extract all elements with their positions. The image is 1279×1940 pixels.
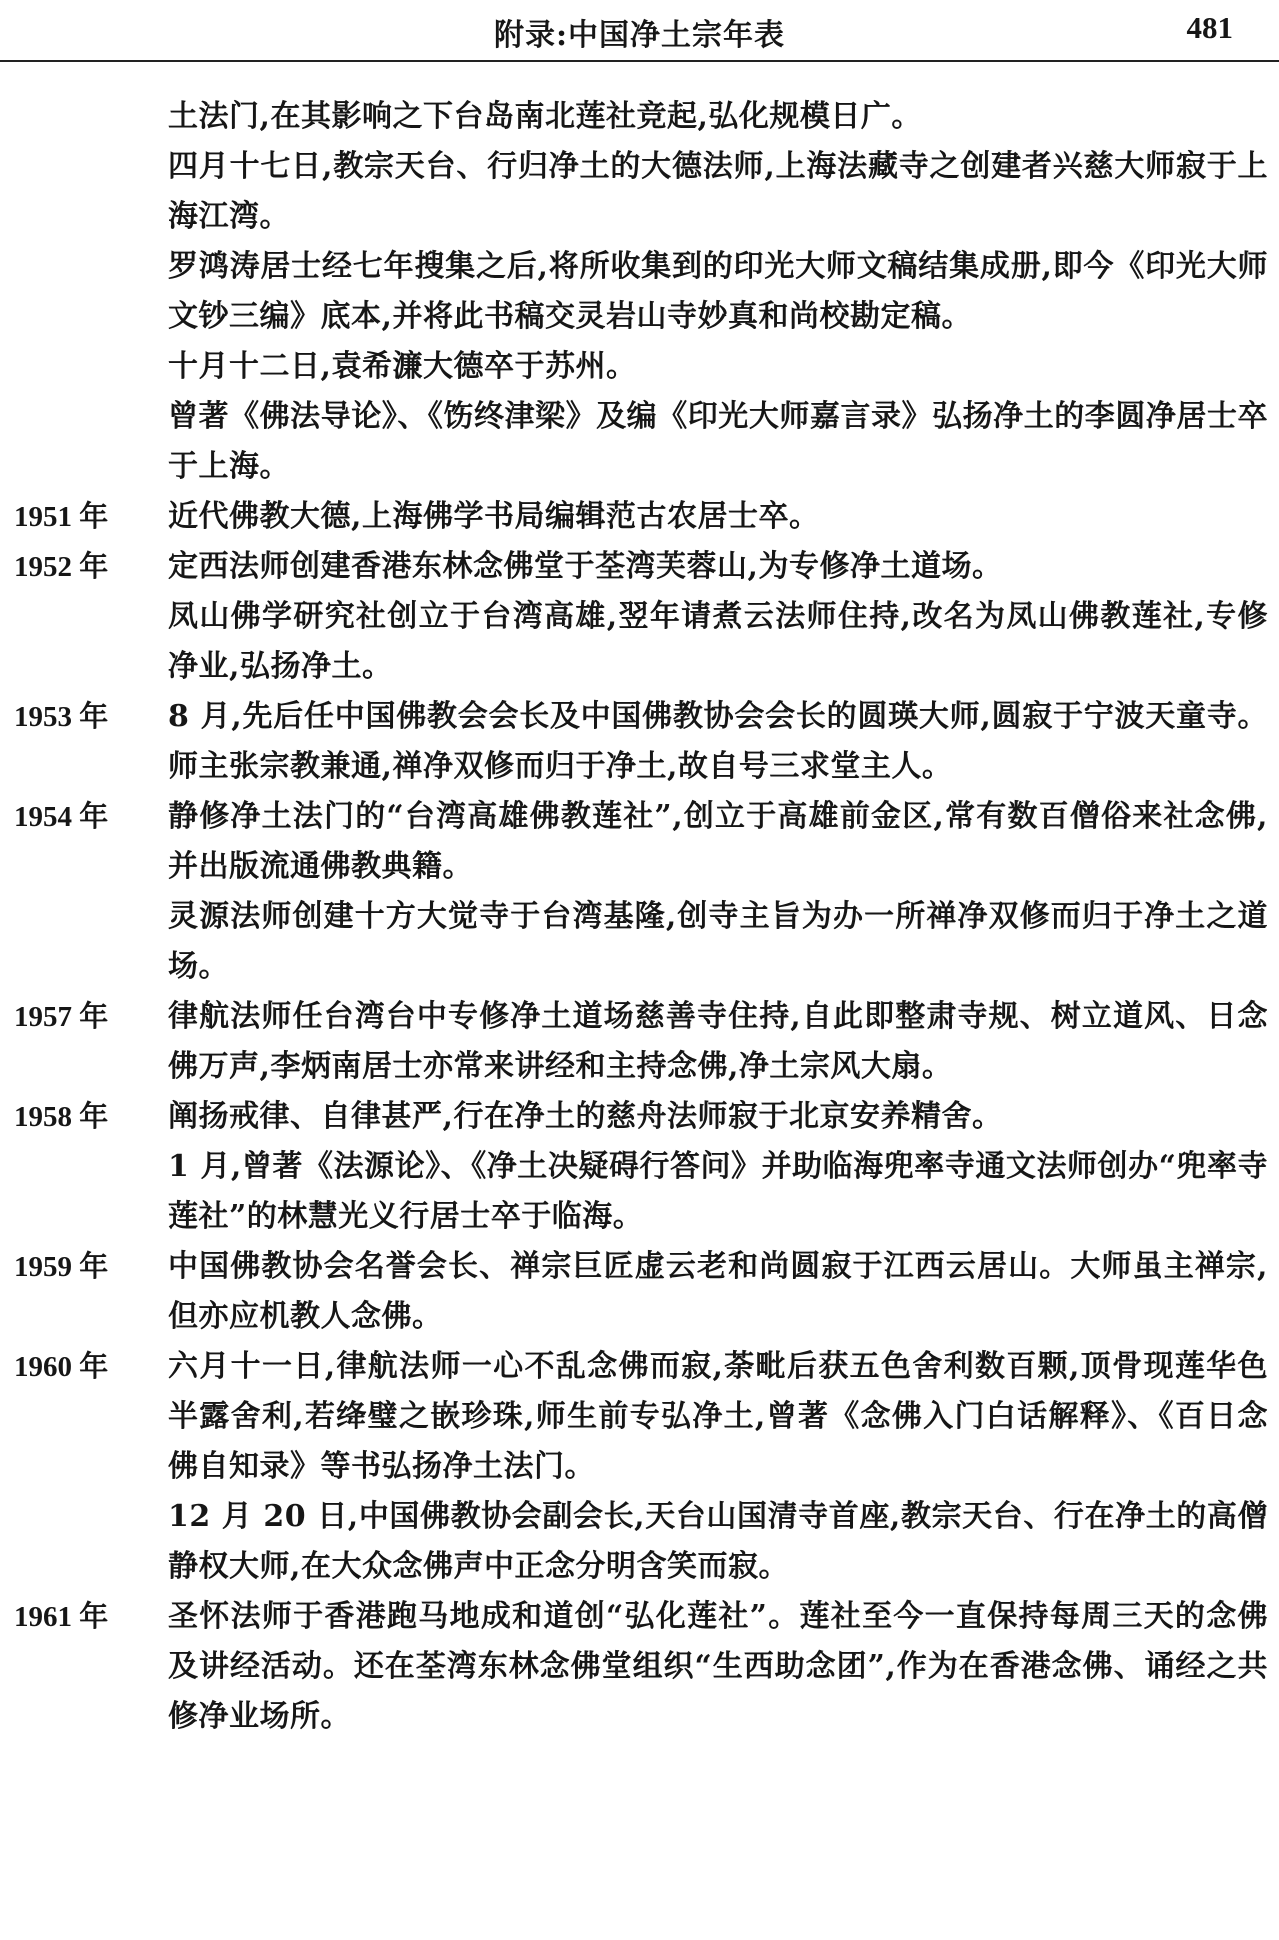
entry-paragraph: 中国佛教协会名誉会长、禅宗巨匠虚云老和尚圆寂于江西云居山。大师虽主禅宗,但亦应机教人念佛。 <box>168 1249 1268 1334</box>
entry-year: 1952 年 <box>14 551 109 583</box>
entry-year: 1958 年 <box>14 1101 109 1133</box>
chronology-entry-1958 <box>0 1092 1279 1242</box>
entry-paragraph: 罗鸿涛居士经七年搜集之后,将所收集到的印光大师文稿结集成册,即今《印光大师文钞三编》底本,并将此书稿交灵岩山寺妙真和尚校勘定稿。 <box>168 249 1268 334</box>
entry-year: 1961 年 <box>14 1601 109 1633</box>
page-number: 481 <box>1186 10 1233 45</box>
entry-paragraph: 8 月,先后任中国佛教会会长及中国佛教协会会长的圆瑛大师,圆寂于宁波天童寺。师主张宗教兼通,禅净双修而归于净土,故自号三求堂主人。 <box>168 699 1268 784</box>
entry-paragraph: 静修净土法门的“台湾高雄佛教莲社”,创立于高雄前金区,常有数百僧俗来社念佛,并出版流通佛教典籍。 <box>168 799 1268 884</box>
chronology-entry-1961 <box>0 1592 1279 1742</box>
entry-paragraph: 十月十二日,袁希濂大德卒于苏州。 <box>168 349 637 384</box>
entry-paragraph: 土法门,在其影响之下台岛南北莲社竞起,弘化规模日广。 <box>168 99 922 134</box>
entry-paragraph: 定西法师创建香港东林念佛堂于荃湾芙蓉山,为专修净土道场。 <box>168 549 1003 584</box>
entry-paragraph: 四月十七日,教宗天台、行归净土的大德法师,上海法藏寺之创建者兴慈大师寂于上海江湾。 <box>168 149 1268 234</box>
entry-year: 1954 年 <box>14 801 109 833</box>
entry-year: 1959 年 <box>14 1251 109 1283</box>
chronology-entry-1953 <box>0 692 1279 792</box>
entry-paragraph: 圣怀法师于香港跑马地成和道创“弘化莲社”。莲社至今一直保持每周三天的念佛及讲经活动。还在荃湾东林念佛堂组织“生西助念团”,作为在香港念佛、诵经之共修净业场所。 <box>168 1599 1268 1734</box>
header-rule <box>0 60 1279 62</box>
entry-paragraph: 凤山佛学研究社创立于台湾高雄,翌年请煮云法师住持,改名为凤山佛教莲社,专修净业,弘扬净土。 <box>168 599 1268 684</box>
chronology-entry-1960 <box>0 1342 1279 1592</box>
entry-year: 1957 年 <box>14 1001 109 1033</box>
entry-paragraph: 阐扬戒律、自律甚严,行在净土的慈舟法师寂于北京安养精舍。 <box>168 1099 1003 1134</box>
chronology-table <box>0 92 1279 1742</box>
chronology-entry-1954 <box>0 792 1279 992</box>
entry-year: 1953 年 <box>14 701 109 733</box>
entry-paragraph: 近代佛教大德,上海佛学书局编辑范古农居士卒。 <box>168 499 820 534</box>
page-header <box>0 0 1279 62</box>
entry-paragraph: 六月十一日,律航法师一心不乱念佛而寂,荼毗后获五色舍利数百颗,顶骨现莲华色半露舍利,若绛璧之嵌珍珠,师生前专弘净土,曾著《念佛入门白话解释》、《百日念佛自知录》等书弘扬净土法门。 <box>168 1349 1268 1484</box>
chronology-entry-1957 <box>0 992 1279 1092</box>
running-title: 附录:中国净土宗年表 <box>493 18 786 53</box>
chronology-entry-1952 <box>0 542 1279 692</box>
chronology-entry-continued <box>0 92 1279 492</box>
entry-year: 1951 年 <box>14 501 109 533</box>
entry-paragraph: 灵源法师创建十方大觉寺于台湾基隆,创寺主旨为办一所禅净双修而归于净土之道场。 <box>168 899 1268 984</box>
entry-year: 1960 年 <box>14 1351 109 1383</box>
entry-paragraph: 1 月,曾著《法源论》、《净土决疑碍行答问》并助临海兜率寺通文法师创办“兜率寺莲社”的林慧光义行居士卒于临海。 <box>168 1149 1268 1234</box>
entry-paragraph: 12 月 20 日,中国佛教协会副会长,天台山国清寺首座,教宗天台、行在净土的高僧静权大师,在大众念佛声中正念分明含笑而寂。 <box>168 1499 1268 1584</box>
entry-paragraph: 律航法师任台湾台中专修净土道场慈善寺住持,自此即整肃寺规、树立道风、日念佛万声,李炳南居士亦常来讲经和主持念佛,净土宗风大扇。 <box>168 999 1268 1084</box>
chronology-entry-1959 <box>0 1242 1279 1342</box>
chronology-entry-1951 <box>0 492 1279 542</box>
entry-paragraph: 曾著《佛法导论》、《饬终津梁》及编《印光大师嘉言录》弘扬净土的李圆净居士卒于上海。 <box>168 399 1268 484</box>
